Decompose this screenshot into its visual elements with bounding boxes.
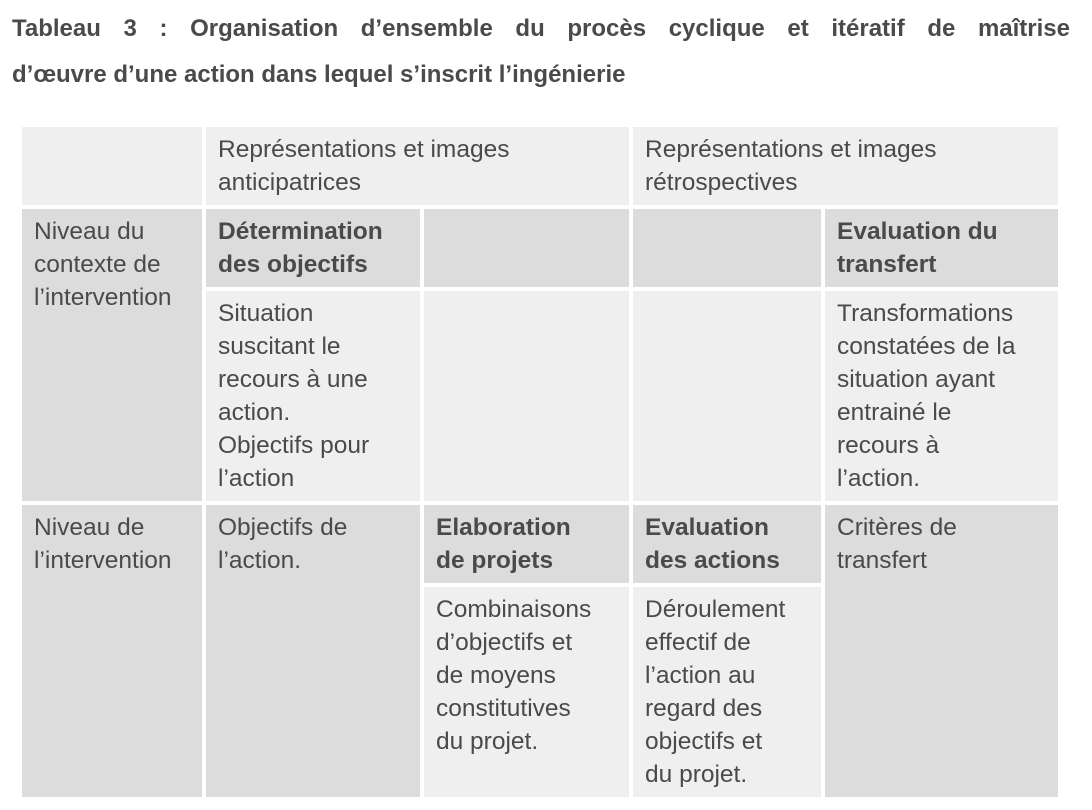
context-empty-cell-3 bbox=[424, 291, 629, 501]
organisation-table bbox=[18, 123, 1062, 801]
transfer-evaluation-text: Transformations constatées de la situation ayant entrainé le recours à l’action. bbox=[825, 291, 1058, 501]
context-empty-cell-2 bbox=[633, 209, 821, 287]
header-row bbox=[22, 127, 1058, 205]
caption-line-2: d’œuvre d’une action dans lequel s’inscrit l’ingénierie bbox=[12, 61, 626, 88]
context-level-label: Niveau du contexte de l’intervention bbox=[22, 209, 202, 501]
context-empty-cell-1 bbox=[424, 209, 629, 287]
intervention-row-title bbox=[22, 505, 1058, 583]
determination-title: Détermination des objectifs bbox=[206, 209, 420, 287]
intervention-objectives: Objectifs de l’action. bbox=[206, 505, 420, 797]
intervention-level-label: Niveau de l’intervention bbox=[22, 505, 202, 797]
caption-line-1: Tableau 3 : Organisation d’ensemble du procès cyclique et itératif de maîtrise bbox=[12, 15, 1070, 42]
header-anticipatory: Représentations et images anticipatrices bbox=[206, 127, 629, 205]
actions-evaluation-text: Déroulement effectif de l’action au regard des objectifs et du projet. bbox=[633, 587, 821, 797]
header-retrospective: Représentations et images rétrospectives bbox=[633, 127, 1058, 205]
context-row-title bbox=[22, 209, 1058, 287]
context-empty-cell-4 bbox=[633, 291, 821, 501]
table-caption bbox=[12, 6, 1070, 98]
header-empty-cell bbox=[22, 127, 202, 205]
transfer-criteria: Critères de transfert bbox=[825, 505, 1058, 797]
transfer-evaluation-title: Evaluation du transfert bbox=[825, 209, 1058, 287]
elaboration-text: Combinaisons d’objectifs et de moyens constitutives du projet. bbox=[424, 587, 629, 797]
actions-evaluation-title: Evaluation des actions bbox=[633, 505, 821, 583]
determination-text: Situation suscitant le recours à une action. Objectifs pour l’action bbox=[206, 291, 420, 501]
elaboration-title: Elaboration de projets bbox=[424, 505, 629, 583]
